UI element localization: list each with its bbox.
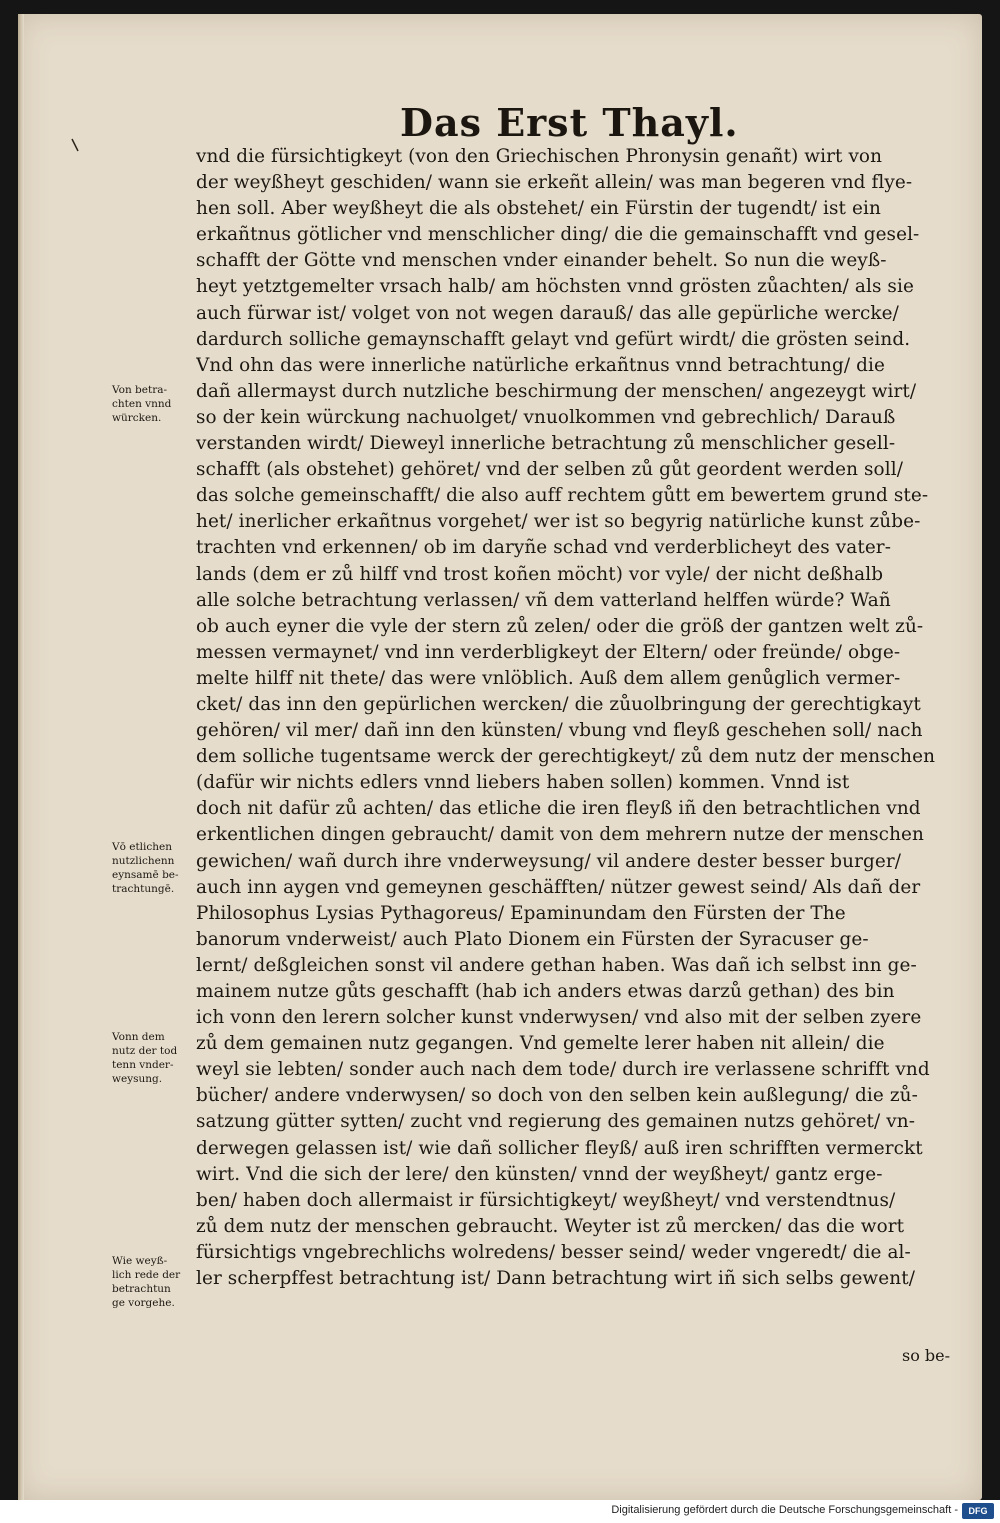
marginal-note-3	[112, 1030, 204, 1086]
text-line: erkañtnus götlicher vnd menschlicher ding/ die die gemainschafft vnd gesel-	[196, 224, 920, 246]
text-line: zů dem nutz der menschen gebraucht. Weyter ist zů mercken/ das die wort	[196, 1215, 905, 1237]
text-line: lands (dem er zů hilff vnd trost koñen möcht) vor vyle/ der nicht deßhalb	[196, 563, 884, 585]
text-line: verstanden wirdt/ Dieweyl innerliche betrachtung zů menschlicher gesell-	[196, 433, 896, 455]
text-line: cket/ das inn den gepürlichen wercken/ die zůuolbringung der gerechtigkayt	[196, 693, 921, 715]
text-line: trachten vnd erkennen/ ob im daryñe schad vnd verderblicheyt des vater-	[196, 537, 892, 559]
text-line: erkentlichen dingen gebraucht/ damit von dem mehrern nutze der menschen	[196, 824, 924, 846]
text-line: auch inn aygen vnd gemeynen geschäfften/ nützer gewest seind/ Als dañ der	[196, 876, 921, 898]
marginal-note-line: chten vnnd	[112, 398, 172, 410]
text-line: ler scherpffest betrachtung ist/ Dann betrachtung wirt iñ sich selbs gewent/	[196, 1268, 915, 1290]
text-line: gewichen/ wañ durch ihre vnderweysung/ vil andere dester besser burger/	[196, 850, 902, 872]
margin-tick-mark	[70, 138, 80, 152]
body-text	[196, 144, 966, 1292]
marginal-note-line: weysung.	[112, 1073, 163, 1085]
text-line: ob auch eyner die vyle der stern zů zelen/ oder die größ der gantzen welt zů-	[196, 615, 924, 637]
marginal-note-line: würcken.	[112, 412, 162, 424]
text-line: gehören/ vil mer/ dañ inn den künsten/ vbung vnd fleyß geschehen soll/ nach	[196, 720, 923, 742]
marginal-note-line: Vō etlichen	[112, 841, 173, 853]
text-line: vnd die fürsichtigkeyt (von den Griechischen Phronysin genañt) wirt von	[196, 146, 883, 167]
catchword: so be-	[902, 1346, 951, 1365]
text-line: dardurch solliche gemaynschafft gelayt vnd gefürt wirdt/ die grösten seind.	[196, 328, 911, 350]
marginal-note-1	[112, 383, 204, 425]
text-line: schafft der Götte vnd menschen vnder einander behelt. So nun die weyß-	[196, 250, 887, 272]
text-line: lernt/ deßgleichen sonst vil andere gethan haben. Was dañ ich selbst inn ge-	[196, 954, 917, 976]
running-head: Das Erst Thayl.	[400, 100, 739, 145]
text-line: schafft (als obstehet) gehöret/ vnd der selben zů gůt geordent werden soll/	[196, 459, 903, 481]
text-line: das solche gemeinschafft/ die also auff rechtem gůtt em bewertem grund ste-	[196, 485, 929, 507]
marginal-note-line: nutz der tod	[112, 1045, 178, 1057]
text-line: ich vonn den lerern solcher kunst vnderwysen/ vnd also mit der selben zyere	[196, 1007, 922, 1029]
marginal-note-line: ge vorgehe.	[112, 1297, 175, 1309]
marginal-note-4	[112, 1254, 204, 1310]
text-line: messen vermaynet/ vnd inn verderbligkeyt der Eltern/ oder freünde/ obge-	[196, 641, 901, 663]
marginal-note-line: betrachtun	[112, 1283, 171, 1295]
text-line: alle solche betrachtung verlassen/ vñ dem vatterland helffen würde? Wañ	[196, 589, 891, 611]
text-line: weyl sie lebten/ sonder auch nach dem tode/ durch ire verlassene schrifft vnd	[196, 1059, 930, 1081]
text-line: auch fürwar ist/ volget von not wegen darauß/ das alle gepürliche wercke/	[196, 302, 899, 324]
footer-credit: Digitalisierung gefördert durch die Deutsche Forschungsgemeinschaft -	[611, 1504, 958, 1516]
marginal-note-line: Von betra-	[112, 384, 168, 396]
text-line: melte hilff nit thete/ das were vnlöblich. Auß dem allem genůglich vermer-	[196, 667, 901, 689]
text-line: hen soll. Aber weyßheyt die als obstehet/ ein Fürstin der tugendt/ ist ein	[196, 198, 881, 220]
text-line: doch nit dafür zů achten/ das etliche die iren fleyß iñ den betrachtlichen vnd	[196, 798, 921, 820]
text-line: Vnd ohn das were innerliche natürliche erkañtnus vnnd betrachtung/ die	[196, 354, 885, 376]
marginal-note-line: eynsamē be-	[112, 869, 179, 881]
marginal-note-line: nutzlichenn	[112, 855, 175, 867]
marginal-note-line: Wie weyß-	[112, 1255, 168, 1267]
text-line: satzung gütter sytten/ zucht vnd regierung des gemainen nutzs gehöret/ vn-	[196, 1111, 916, 1133]
text-line: der weyßheyt geschiden/ wann sie erkeñt allein/ was man begeren vnd flye-	[196, 172, 913, 194]
text-line: banorum vnderweist/ auch Plato Dionem ein Fürsten der Syracuser ge-	[196, 928, 869, 950]
text-line: ben/ haben doch allermaist ir fürsichtigkeyt/ weyßheyt/ vnd verstendtnus/	[196, 1189, 896, 1211]
text-line: zů dem gemainen nutz gegangen. Vnd gemelte lerer haben nit allein/ die	[196, 1033, 885, 1055]
text-line: bücher/ andere vnderwysen/ so doch von den selben kein außlegung/ die zů-	[196, 1085, 918, 1107]
text-line: fürsichtigs vngebrechlichs wolredens/ besser seind/ weder vngeredt/ die al-	[196, 1241, 911, 1263]
text-line: het/ inerlicher erkañtnus vorgehet/ wer ist so begyrig natürliche kunst zůbe-	[196, 511, 921, 533]
text-line: mainem nutze gůts geschafft (hab ich anders etwas darzů gethan) des bin	[196, 981, 895, 1002]
text-line: so der kein würckung nachuolget/ vnuolkommen vnd gebrechlich/ Darauß	[196, 406, 896, 428]
text-line: (dafür wir nichts edlers vnnd liebers haben sollen) kommen. Vnnd ist	[196, 772, 850, 794]
page-gutter-edge	[18, 14, 24, 1500]
text-line: dem solliche tugentsame werck der gerechtigkeyt/ zů dem nutz der menschen	[196, 746, 936, 768]
text-line: derwegen gelassen ist/ wie dañ sollicher fleyß/ auß iren schrifften vermerckt	[196, 1137, 923, 1159]
marginal-note-line: trachtungē.	[112, 883, 175, 895]
marginal-note-line: tenn vnder-	[112, 1059, 174, 1071]
text-line: heyt yetztgemelter vrsach halb/ am höchsten vnnd grösten zůachten/ als sie	[196, 276, 914, 298]
marginal-note-2	[112, 840, 204, 896]
digitization-footer	[0, 1500, 1000, 1523]
text-line: wirt. Vnd die sich der lere/ den künsten/ vnnd der weyßheyt/ gantz erge-	[196, 1163, 883, 1185]
text-line: dañ allermayst durch nutzliche beschirmung der menschen/ angezeygt wirt/	[196, 380, 917, 402]
marginal-note-line: lich rede der	[112, 1269, 181, 1281]
dfg-logo: DFG	[962, 1503, 994, 1519]
text-line: Philosophus Lysias Pythagoreus/ Epaminundam den Fürsten der The	[196, 902, 846, 924]
marginal-note-line: Vonn dem	[112, 1031, 165, 1043]
